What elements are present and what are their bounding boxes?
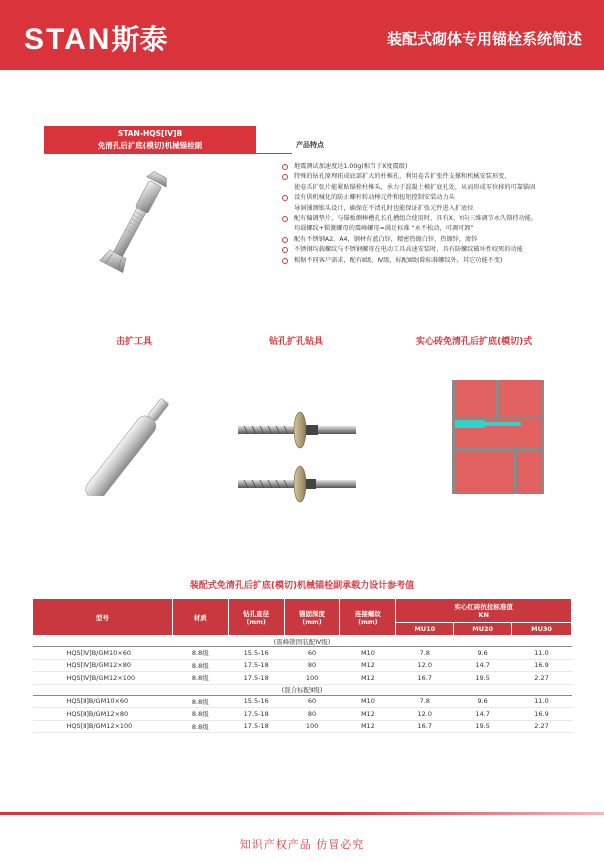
table-cell: HQS[Ⅱ]B/GM10×60 (33, 695, 173, 708)
bullet-icon (282, 247, 288, 253)
table-cell: 2.27 (512, 720, 572, 733)
product-code: STAN-HQS[IV]B (117, 129, 183, 138)
table-cell: M10 (340, 647, 396, 660)
hammer-tool-title: 击扩工具 (116, 337, 153, 347)
feature-item (282, 245, 592, 255)
table-cell: 12.0 (396, 708, 454, 721)
group-label: (混合标配Ⅱ级) (33, 684, 572, 695)
brick-installation-diagram (452, 380, 544, 494)
table-cell: 16.7 (396, 720, 454, 733)
header-drill-diameter: 钻孔直径 (mm) (228, 599, 284, 636)
bullet-icon (282, 258, 288, 264)
table-row (33, 720, 572, 733)
table-cell: 16.7 (396, 672, 454, 685)
table-cell: 11.0 (512, 695, 572, 708)
table-cell: 15.5-16 (228, 695, 284, 708)
feature-text: 配有不锈钢A2、A4，钢材有蓝白锌，精密热镀白锌，热镀锌，渗锌 (294, 235, 478, 243)
setting-tool-image (70, 396, 190, 496)
table-body (33, 636, 572, 733)
table-cell: 80 (284, 708, 340, 721)
feature-text-cont: 均载螺纹+锁簧螺母的震峰螺母=满足标准 “永不松动，可调可卸” (294, 225, 474, 233)
table-cell: M12 (340, 720, 396, 733)
table-row (33, 659, 572, 672)
feature-item (282, 193, 592, 214)
table-cell: 80 (284, 659, 340, 672)
features-list (282, 162, 592, 266)
table-cell: HQS[Ⅳ]B/GM10×60 (33, 647, 173, 660)
feature-item (282, 162, 592, 172)
feature-text: 特殊的钻孔原理拓成底部扩大的柱椎孔，利用卷舌扩张件支撑和机械安装形变， (294, 173, 511, 181)
feature-text: 地震测试加速度达1.00g(相当于Ⅹ度震级) (294, 163, 408, 170)
table-cell: M12 (340, 659, 396, 672)
table-cell: M12 (340, 708, 396, 721)
anchor-bolt-image (78, 168, 188, 284)
header-thread: 连接螺纹 (mm) (340, 599, 396, 636)
table-cell: 17.5-18 (228, 659, 284, 672)
logo-cn: 斯泰 (111, 23, 168, 56)
table-cell: 8.8级 (172, 659, 228, 672)
feature-text-cont: 导洞铺测锥头设计，确保在不清孔时也能保证扩张元件进入扩底位 (294, 204, 474, 212)
feature-item (282, 214, 592, 235)
table-row (33, 672, 572, 685)
table-cell: 15.5-16 (228, 647, 284, 660)
header-model: 型号 (33, 599, 173, 636)
table-title: 装配式免清孔后扩底(模切)机械锚栓副承载力设计参考值 (189, 581, 415, 591)
feature-text: 配有偏调垫片，与锚板侧棒槽孔长孔槽组合使用时，具有X、Y向三维调节永久锁持功能。 (294, 215, 538, 223)
footer-notice: 知识产权产品 仿冒必究 (239, 838, 365, 851)
table-cell: 11.0 (512, 647, 572, 660)
table-group-row (33, 636, 572, 647)
table-cell: 17.5-18 (228, 672, 284, 685)
table-cell: 60 (284, 695, 340, 708)
header-mu20: MU20 (454, 623, 512, 636)
drill-tool-title: 钻孔扩孔钻具 (269, 337, 324, 347)
table-cell: M10 (340, 695, 396, 708)
feature-text: 根据不同客户需求，配有Ⅱ级、Ⅳ级，标配Ⅱ级(除标准螺纹外，其它功能不变) (294, 256, 503, 264)
brick-install-title: 实心砖免清孔后扩底(模切)式 (416, 337, 533, 347)
bullet-icon (282, 216, 288, 222)
table-group-row (33, 684, 572, 695)
bullet-icon (282, 174, 288, 180)
bullet-icon (282, 237, 288, 243)
bullet-icon (282, 195, 288, 201)
features-title: 产品特点 (296, 141, 324, 149)
table-cell: 7.8 (396, 647, 454, 660)
table-cell: M12 (340, 672, 396, 685)
product-label (44, 126, 256, 154)
table-cell: HQS[Ⅳ]B/GM12×80 (33, 659, 173, 672)
group-label: (震峰锁固装配Ⅳ级) (33, 636, 572, 647)
table-cell: 16.9 (512, 659, 572, 672)
table-cell: 14.7 (454, 708, 512, 721)
table-cell: 8.8级 (172, 720, 228, 733)
feature-item (282, 172, 592, 193)
header-mu10: MU10 (396, 623, 454, 636)
table-row (33, 708, 572, 721)
brand-logo (24, 18, 167, 58)
feature-item (282, 235, 592, 245)
logo-latin: STAN (24, 23, 112, 56)
table-cell: HQS[Ⅳ]B/GM12×100 (33, 672, 173, 685)
bullet-icon (282, 164, 288, 170)
table-cell: 19.5 (454, 720, 512, 733)
table-cell: 8.8级 (172, 695, 228, 708)
product-divider (44, 153, 292, 154)
table-cell: 17.5-18 (228, 708, 284, 721)
table-cell: 8.8级 (172, 708, 228, 721)
feature-text: 设有供机械化的防止螺杆转动棒元件和扭矩控制安装动力头 (294, 194, 455, 202)
table-cell: 2.27 (512, 672, 572, 685)
table-cell: 16.9 (512, 708, 572, 721)
page-title: 装配式砌体专用锚栓系统简述 (386, 30, 582, 48)
product-name: 免清孔后扩底(模切)机械锚栓副 (97, 141, 203, 150)
header-material: 材质 (172, 599, 228, 636)
header-capacity: 实心红砖抗拉标准值 KN (396, 599, 572, 623)
table-cell: 9.6 (454, 647, 512, 660)
table-cell: 7.8 (396, 695, 454, 708)
table-cell: HQS[Ⅱ]B/GM12×100 (33, 720, 173, 733)
table-cell: 100 (284, 672, 340, 685)
table-row (33, 695, 572, 708)
table-cell: 8.8级 (172, 672, 228, 685)
page-header (0, 0, 604, 70)
table-cell: HQS[Ⅱ]B/GM12×80 (33, 708, 173, 721)
header-anchor-depth: 锚固深度 (mm) (284, 599, 340, 636)
load-capacity-table (32, 598, 572, 733)
feature-text-cont: 使卷舌扩张片能紧贴锚栓柱椎头，承力于混凝土模扩底孔处，从而形成零位移的可靠锚固 (294, 183, 536, 191)
header-mu30: MU30 (512, 623, 572, 636)
drill-bits-image (234, 404, 364, 514)
table-row (33, 647, 572, 660)
footer-divider (0, 812, 604, 815)
table-cell: 8.8级 (172, 647, 228, 660)
table-cell: 12.0 (396, 659, 454, 672)
feature-item (282, 256, 592, 266)
table-cell: 17.5-18 (228, 720, 284, 733)
table-cell: 60 (284, 647, 340, 660)
feature-text: 不锈钢均载螺纹与不锈钢螺母在电动工具高速安装时，具有防螺纹破坏性咬死的功能 (294, 246, 523, 254)
table-cell: 9.6 (454, 695, 512, 708)
table-cell: 100 (284, 720, 340, 733)
table-cell: 14.7 (454, 659, 512, 672)
table-cell: 19.5 (454, 672, 512, 685)
